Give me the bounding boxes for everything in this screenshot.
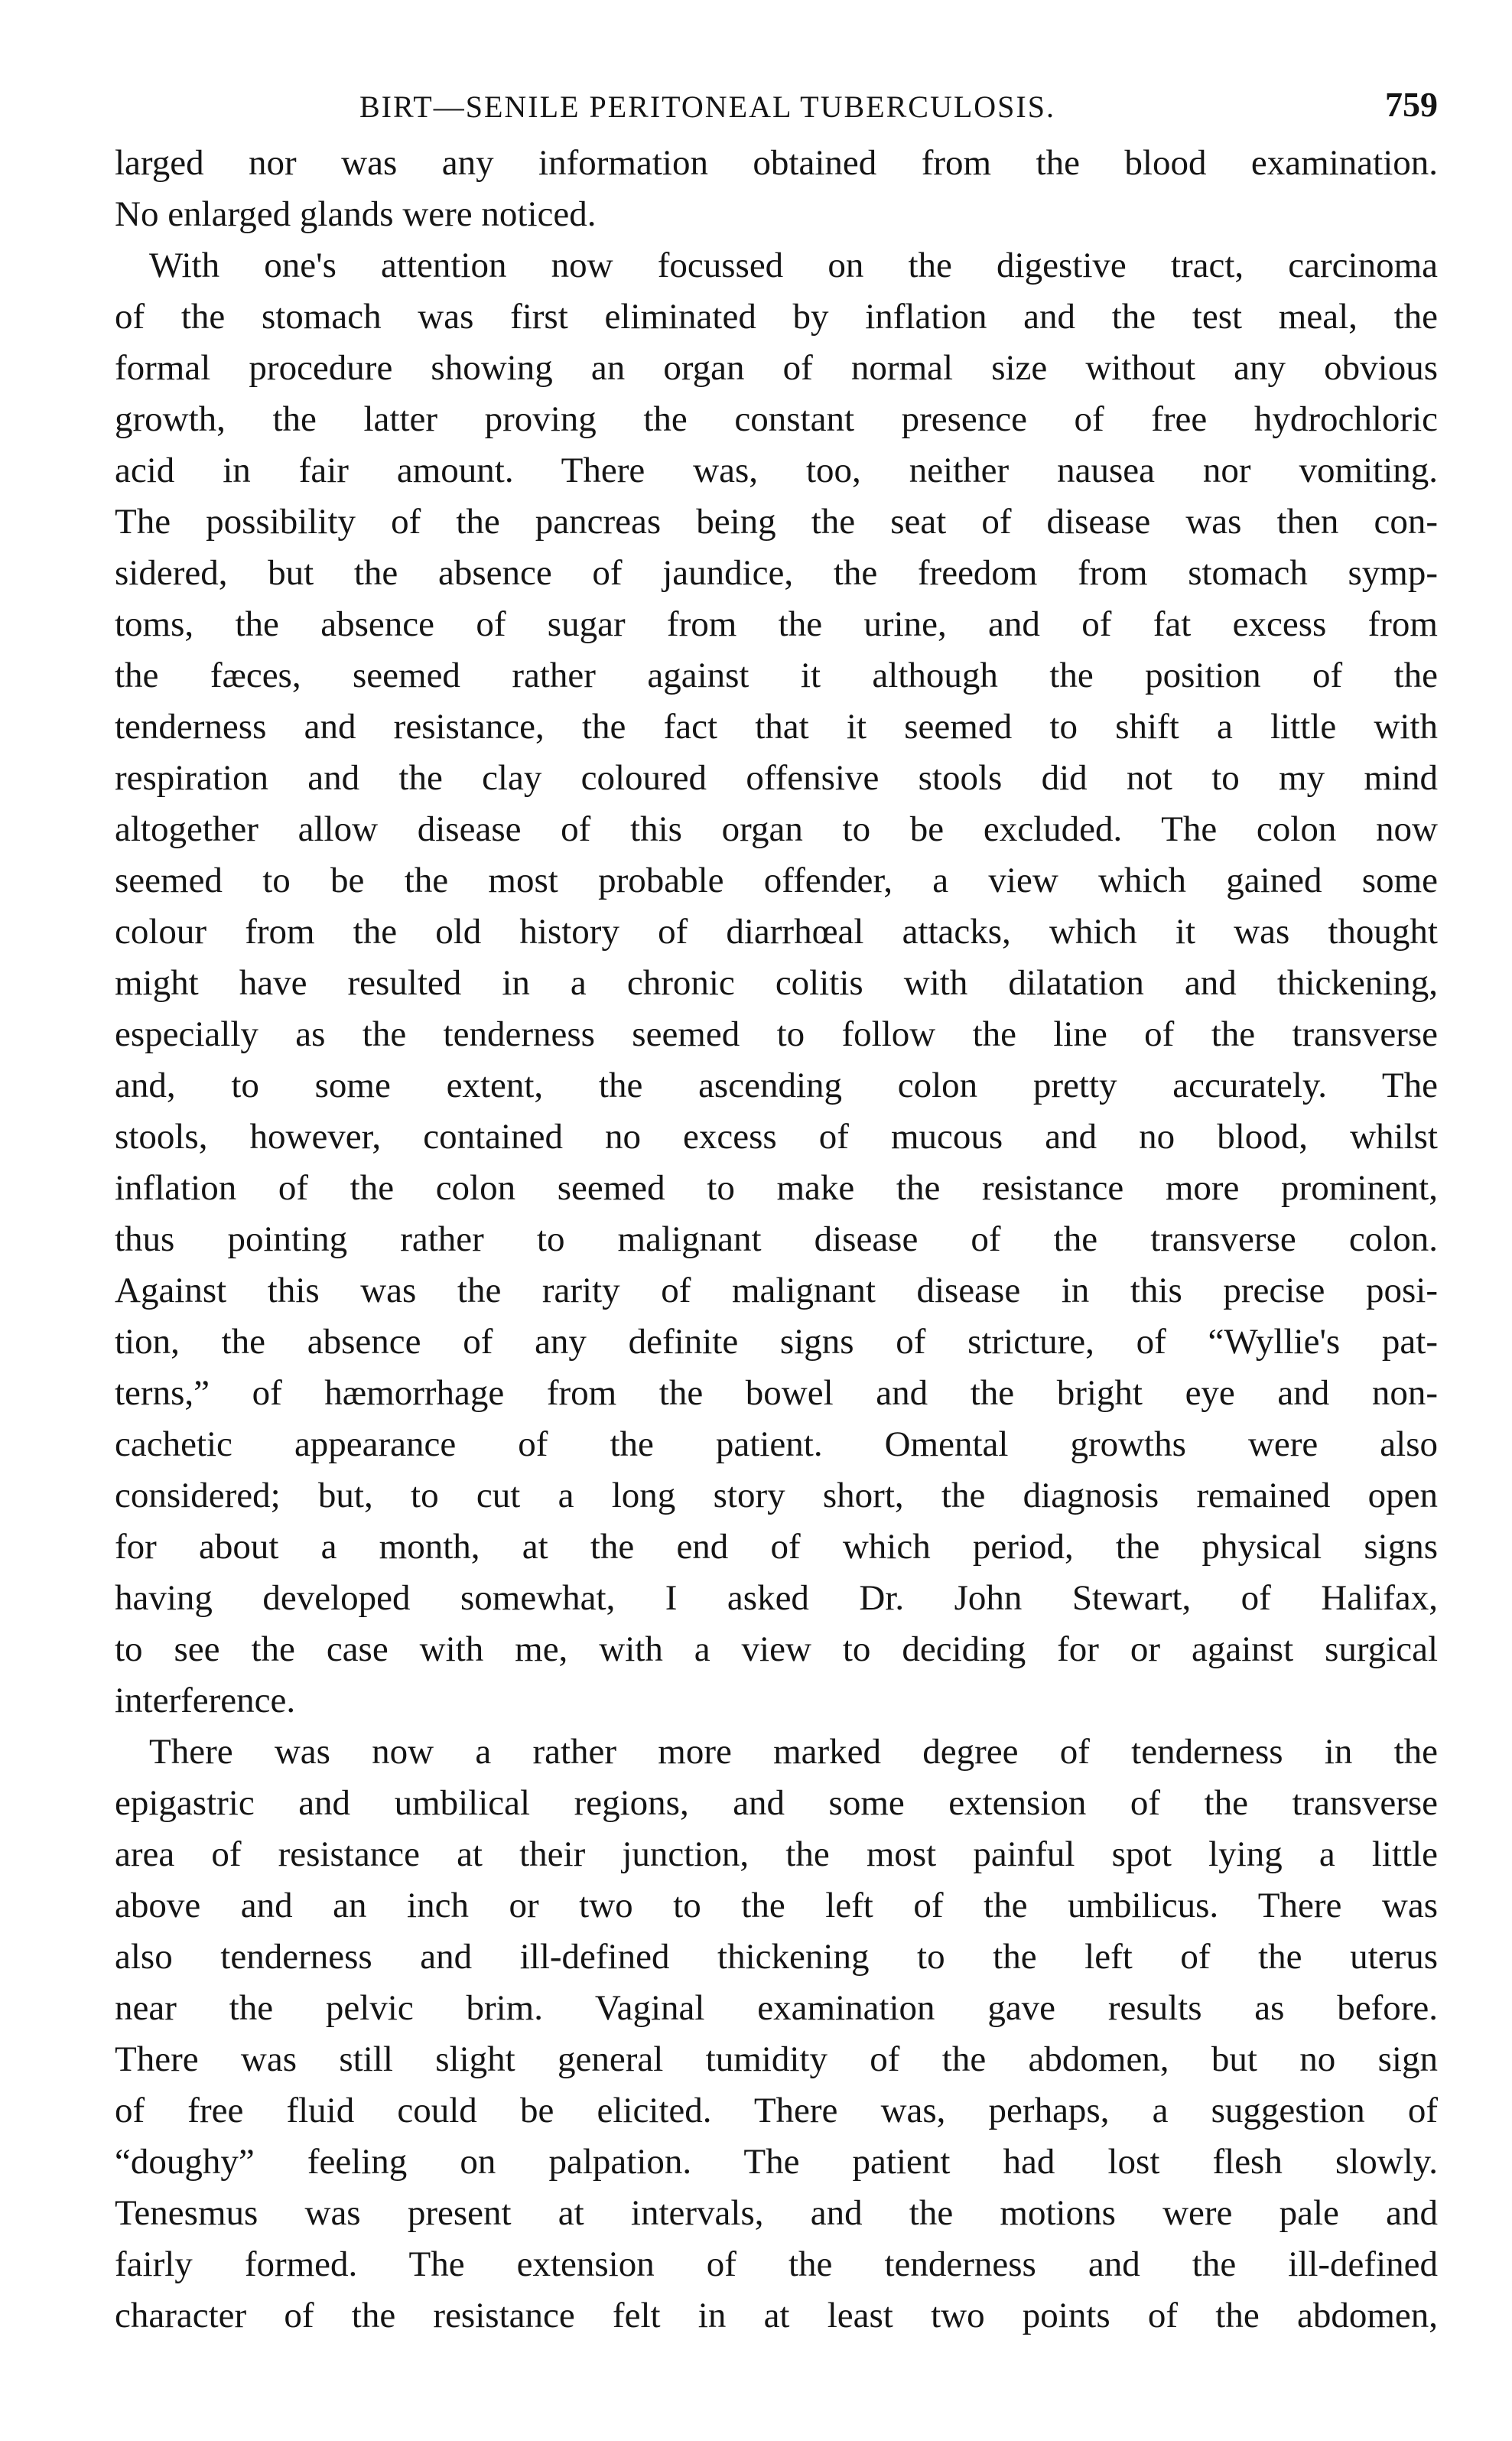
text-line: area of resistance at their junction, the most painful spot lying a little [115, 1834, 1438, 1874]
text-line: No enlarged glands were noticed. [115, 194, 597, 234]
text-line: near the pelvic brim. Vaginal examination gave results as before. [115, 1988, 1438, 2028]
text-line: tenderness and resistance, the fact that it seemed to shift a little with [115, 707, 1438, 747]
text-line: growth, the latter proving the constant presence of free hydrochloric [115, 399, 1438, 439]
text-line: altogether allow disease of this organ to be excluded. The colon now [115, 809, 1438, 849]
page-number: 759 [1385, 85, 1438, 124]
text-line: to see the case with me, with a view to deciding for or against surgical [115, 1629, 1438, 1669]
text-line: The possibility of the pancreas being the seat of disease was then con- [115, 502, 1438, 542]
text-line: thus pointing rather to malignant disease of the transverse colon. [115, 1219, 1438, 1259]
body-text [115, 138, 1438, 2342]
text-line: inflation of the colon seemed to make the resistance more prominent, [115, 1168, 1438, 1208]
text-line: cachetic appearance of the patient. Omental growths were also [115, 1424, 1438, 1464]
text-line: respiration and the clay coloured offensive stools did not to my mind [115, 758, 1438, 798]
text-line: Against this was the rarity of malignant disease in this precise posi- [115, 1271, 1438, 1310]
text-line: might have resulted in a chronic colitis with dilatation and thickening, [115, 963, 1438, 1003]
running-header [115, 76, 1438, 138]
text-line: “doughy” feeling on palpation. The patient had lost flesh slowly. [115, 2142, 1438, 2182]
text-line: tion, the absence of any definite signs of stricture, of “Wyllie's pat- [115, 1322, 1438, 1362]
text-line: sidered, but the absence of jaundice, the freedom from stomach symp- [115, 553, 1438, 593]
document-page [115, 76, 1438, 2342]
text-line: and, to some extent, the ascending colon pretty accurately. The [115, 1066, 1438, 1105]
text-line: acid in fair amount. There was, too, neither nausea nor vomiting. [115, 451, 1438, 490]
text-line: above and an inch or two to the left of the umbilicus. There was [115, 1886, 1438, 1925]
text-line: With one's attention now focussed on the digestive tract, carcinoma [149, 246, 1438, 285]
text-line: also tenderness and ill-defined thickening to the left of the uterus [115, 1937, 1438, 1977]
text-line: colour from the old history of diarrhœal attacks, which it was thought [115, 912, 1438, 952]
text-line: toms, the absence of sugar from the urine, and of fat excess from [115, 604, 1438, 644]
running-title: BIRT—SENILE PERITONEAL TUBERCULOSIS. [359, 90, 1055, 124]
text-line: terns,” of hæmorrhage from the bowel and the bright eye and non- [115, 1373, 1438, 1413]
text-line: epigastric and umbilical regions, and some extension of the transverse [115, 1783, 1438, 1823]
text-line: character of the resistance felt in at least two points of the abdomen, [115, 2296, 1438, 2335]
text-line: stools, however, contained no excess of mucous and no blood, whilst [115, 1117, 1438, 1157]
text-line: formal procedure showing an organ of normal size without any obvious [115, 348, 1438, 388]
text-line: There was now a rather more marked degree of tenderness in the [149, 1732, 1438, 1772]
text-line: Tenesmus was present at intervals, and the motions were pale and [115, 2193, 1438, 2233]
text-line: having developed somewhat, I asked Dr. John Stewart, of Halifax, [115, 1578, 1438, 1618]
text-line: There was still slight general tumidity of the abdomen, but no sign [115, 2039, 1438, 2079]
text-line: for about a month, at the end of which period, the physical signs [115, 1527, 1438, 1567]
text-line: larged nor was any information obtained from the blood examination. [115, 143, 1438, 183]
text-line: interference. [115, 1681, 296, 1720]
text-line: especially as the tenderness seemed to follow the line of the transverse [115, 1014, 1438, 1054]
text-line: considered; but, to cut a long story short, the diagnosis remained open [115, 1476, 1438, 1515]
text-line: of the stomach was first eliminated by inflation and the test meal, the [115, 297, 1438, 337]
text-line: of free fluid could be elicited. There was, perhaps, a suggestion of [115, 2091, 1438, 2130]
text-line: the fæces, seemed rather against it although the position of the [115, 656, 1438, 695]
text-line: seemed to be the most probable offender, a view which gained some [115, 861, 1438, 900]
text-line: fairly formed. The extension of the tenderness and the ill-defined [115, 2244, 1438, 2284]
